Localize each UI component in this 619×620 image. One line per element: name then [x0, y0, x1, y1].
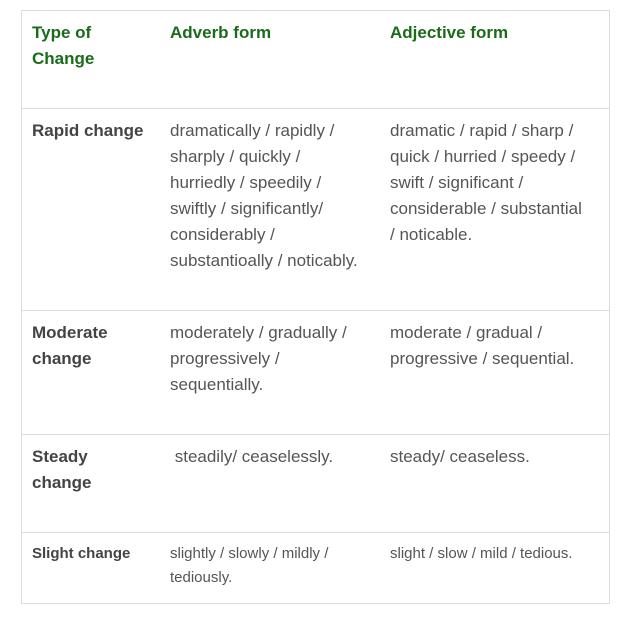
table-row-rapid [22, 109, 609, 311]
change-vocabulary-table [21, 10, 610, 604]
header-adjective-form: Adjective form [390, 23, 509, 42]
adverb-cell-moderate: moderately / gradually / progressively / sequentially. [170, 323, 347, 394]
header-adverb-form: Adverb form [170, 23, 272, 42]
table-header-row [22, 11, 609, 109]
adjective-cell-slight: slight / slow / mild / tedious. [390, 545, 573, 562]
table-row-steady [22, 435, 609, 533]
row-label-moderate-change: Moderate change [32, 323, 108, 368]
table-row-slight [22, 533, 609, 605]
header-type-of-change: Type of Change [32, 23, 95, 68]
row-label-rapid-change: Rapid change [32, 121, 144, 140]
adjective-cell-steady: steady/ ceaseless. [390, 447, 530, 466]
adjective-cell-moderate: moderate / gradual / progressive / sequential. [390, 323, 575, 368]
row-label-steady-change: Steady change [32, 447, 92, 492]
adjective-cell-rapid: dramatic / rapid / sharp / quick / hurried / speedy / swift / significant / considerable / substantial / noticable. [390, 121, 582, 244]
adverb-cell-slight: slightly / slowly / mildly / tediously. [170, 545, 329, 586]
table-row-moderate [22, 311, 609, 435]
adverb-cell-rapid: dramatically / rapidly / sharply / quickly / hurriedly / speedily / swiftly / significantly/ considerably / substantioally / noticably. [170, 121, 358, 270]
row-label-slight-change: Slight change [32, 545, 131, 562]
adverb-cell-steady: steadily/ ceaselessly. [170, 447, 334, 466]
